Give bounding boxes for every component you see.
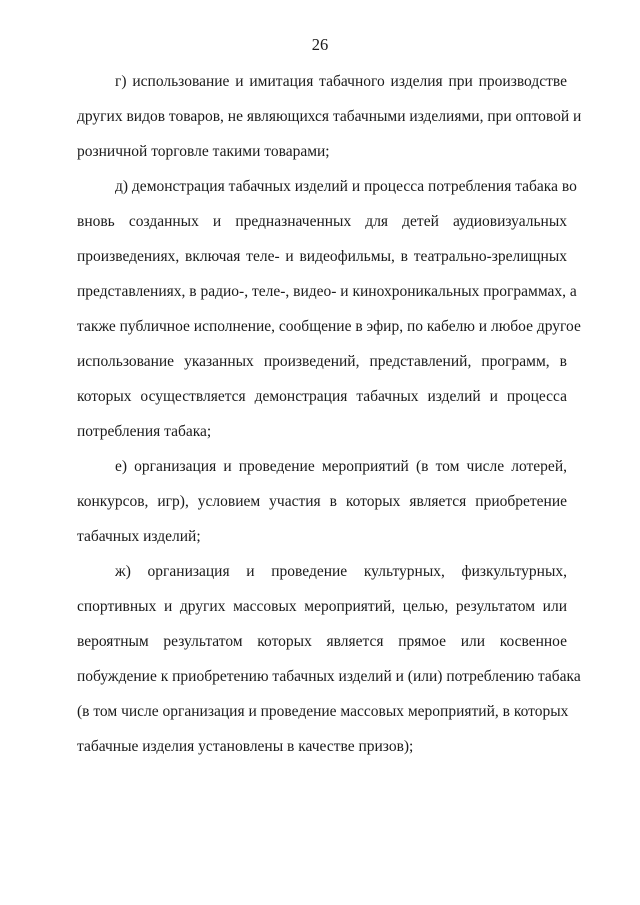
paragraph-zh-line-3: вероятным результатом которых является прямое или косвенное (77, 633, 567, 650)
paragraph-d-line-4: представлениях, в радио-, теле-, видео- и кинохроникальных программах, а (77, 283, 577, 300)
paragraph-d-line-2: вновь созданных и предназначенных для детей аудиовизуальных (77, 213, 567, 230)
paragraph-d-line-6: использование указанных произведений, представлений, программ, в (77, 353, 567, 370)
paragraph-g-line-3: розничной торговле такими товарами; (77, 143, 330, 160)
paragraph-d-line-8: потребления табака; (77, 423, 212, 440)
paragraph-g-line-1: г) использование и имитация табачного изделия при производстве (115, 73, 567, 90)
page-number: 26 (311, 35, 329, 54)
paragraph-d-line-3: произведениях, включая теле- и видеофильмы, в театрально-зрелищных (77, 248, 567, 265)
paragraph-e-line-1: е) организация и проведение мероприятий (в том числе лотерей, (115, 458, 567, 475)
paragraph-e-line-3: табачных изделий; (77, 528, 201, 545)
paragraph-zh-line-2: спортивных и других массовых мероприятий, целью, результатом или (77, 598, 567, 615)
paragraph-zh-line-1: ж) организация и проведение культурных, физкультурных, (115, 563, 567, 580)
paragraph-zh-line-5: (в том числе организация и проведение массовых мероприятий, в которых (77, 703, 569, 720)
paragraph-zh-line-4: побуждение к приобретению табачных изделий и (или) потреблению табака (77, 668, 581, 685)
paragraph-d-line-7: которых осуществляется демонстрация табачных изделий и процесса (77, 388, 567, 405)
paragraph-d-line-5: также публичное исполнение, сообщение в эфир, по кабелю и любое другое (77, 318, 581, 335)
paragraph-e-line-2: конкурсов, игр), условием участия в которых является приобретение (77, 493, 567, 510)
paragraph-g-line-2: других видов товаров, не являющихся табачными изделиями, при оптовой и (77, 108, 582, 125)
paragraph-d-line-1: д) демонстрация табачных изделий и процесса потребления табака во (115, 178, 577, 195)
paragraph-zh-line-6: табачные изделия установлены в качестве призов); (77, 738, 414, 755)
